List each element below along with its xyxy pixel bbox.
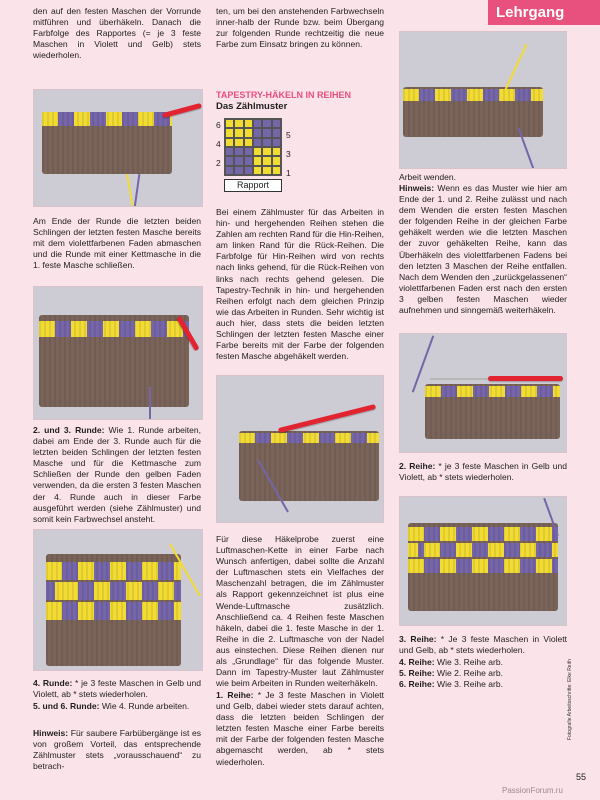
rapport-label: Rapport	[224, 179, 282, 192]
page-number: 55	[576, 772, 587, 782]
chart-cell	[234, 166, 243, 175]
col1-hint: Hinweis: Für saubere Farbübergänge ist es von großem Vorteil, das entsprechende Zählmuster stets „vorausschauend“ zu betrach-	[33, 728, 201, 772]
chart-cell	[234, 147, 243, 156]
chart-cell	[253, 166, 262, 175]
chart-cell	[225, 138, 234, 147]
col1-paragraph-2: Am Ende der Runde die letzten beiden Schlingen der letzten festen Masche bereits mit dem violettfarbenen Faden abmaschen und die Runde mit einer Kettmasche in die 1. feste Masche schließen.	[33, 216, 201, 271]
section-tab	[488, 0, 600, 25]
chart-cell	[225, 156, 234, 165]
chart-cell	[253, 156, 262, 165]
chart-cell	[262, 138, 271, 147]
chart-cell	[272, 119, 281, 128]
chart-cell	[225, 128, 234, 137]
chart-cell	[244, 156, 253, 165]
photo-round-3	[33, 286, 203, 420]
chart-cell	[272, 138, 281, 147]
col3-row-2: 2. Reihe: * je 3 feste Maschen in Gelb und Violett, ab * stets wiederholen.	[399, 461, 567, 483]
chart-cell	[234, 138, 243, 147]
photo-round-6	[33, 529, 203, 671]
photo-row-6	[399, 496, 567, 626]
chart-cell	[225, 119, 234, 128]
photo-row-2	[399, 31, 567, 169]
col2-paragraph-3: Für diese Häkelprobe zuerst eine Luftmaschen-Kette in einer Farbe nach Wunsch anfertigen, dabei sollte die Anzahl der Luftmaschen stets ein Vielfaches der Maschenzahl betragen, die im Zählmuster als Rapport gekennzeichnet ist plus eine Wende-Luftmasche zusätzlich. Anschließend ca. 4 Reihen feste Maschen häkeln, dabei die 1. feste Masche in der 1. Reihe in die 2. Luftmasche von der Nadel aus einstechen. Diese Reihen dienen nur als „Grundlage“ für das folgende Muster. Dann im Tapestry-Muster laut Zählmuster wie beim Arbeiten in Runden weiterhäkeln.	[216, 534, 384, 689]
col2-paragraph-2: Bei einem Zählmuster für das Arbeiten in hin- und hergehenden Reihen stehen die Zahlen am rechten Rand für die Hin-Reihen, am linken Rand für die Rück-Reihen. Die Farbfolge für Hin-Reihen wird von rechts nach links gehend, für die Rück-Reihen von links nach rechts gehend gelesen. Die Tapestry-Technik in hin- und hergehenden Reihen erfolgt nach dem gleichen Prinzip wie das Arbeiten in Runden. Sehr wichtig ist auch hier, dass stets die beiden letzten Schlingen der letzten festen Masche einer Farbe bereits mit der Farbe der folgenden festen Masche abgehäkelt werden.	[216, 207, 384, 362]
col1-round-5-6: 5. und 6. Runde: Wie 4. Runde arbeiten.	[33, 701, 190, 711]
chart-cell	[253, 119, 262, 128]
row-label-4: 4	[216, 139, 221, 149]
photo-credit: Fotografie Arbeitsschritte: Elke Reith	[567, 659, 573, 740]
chart-cell	[234, 156, 243, 165]
row-label-3: 3	[286, 149, 291, 159]
col2-row-1: 1. Reihe: * Je 3 feste Maschen in Violett und Gelb, dabei wieder stets darauf achten, dass die letzten beiden Schlingen der letzten festen Masche einer Farbe bereits mit der Farbe der folgenden festen Masche abgemascht werden, ab * stets wiederholen.	[216, 690, 384, 767]
photo-round-1	[33, 89, 203, 207]
chart-cell	[244, 166, 253, 175]
row-label-5: 5	[286, 130, 291, 140]
col1-paragraph-1: den auf den festen Maschen der Vorrunde mitführen und überhäkeln. Danach die Farbfolge des Rapportes (= je 3 feste Maschen in Violett und Gelb) stets wiederholen.	[33, 6, 201, 61]
chart-cell	[234, 128, 243, 137]
chart-cell	[272, 166, 281, 175]
chart-cell	[225, 166, 234, 175]
row-label-1: 1	[286, 168, 291, 178]
chart-cell	[253, 138, 262, 147]
col3-turn: Arbeit wenden.	[399, 172, 457, 182]
chart-cell	[272, 147, 281, 156]
chart-heading: Das Zählmuster	[216, 101, 288, 112]
chart-cell	[234, 119, 243, 128]
chart-cell	[244, 138, 253, 147]
chart-cell	[244, 128, 253, 137]
col3-row-3: 3. Reihe: * Je 3 feste Maschen in Violett und Gelb, ab * stets wiederholen.	[399, 634, 567, 656]
col1-round-4: 4. Runde: * je 3 feste Maschen in Gelb und Violett, ab * stets wiederholen.	[33, 678, 202, 700]
chart-cell	[272, 156, 281, 165]
chart-cell	[262, 156, 271, 165]
col3-row-5: 5. Reihe: Wie 2. Reihe arb.	[399, 668, 504, 678]
chart-cell	[253, 147, 262, 156]
count-chart	[224, 118, 282, 176]
chart-cell	[272, 128, 281, 137]
row-label-2: 2	[216, 158, 221, 168]
section-label: Lehrgang	[496, 4, 565, 21]
chart-cell	[262, 119, 271, 128]
chart-cell	[244, 147, 253, 156]
chart-cell	[262, 166, 271, 175]
photo-row-1	[216, 375, 384, 523]
col1-round-2-3: 2. und 3. Runde: Wie 1. Runde arbeiten, dabei am Ende der 3. Runde auch für die letzten beiden Schlingen der letzten festen Masche und für die Kettmasche zum Schließen der Runde den gelben Faden verwenden, da die ersten 3 festen Maschen der 4. Runde auch in dieser Farbe ausgeführt werden (siehe Zählmuster) und somit kein Farbwechsel ansteht.	[33, 425, 201, 524]
section-heading: TAPESTRY-HÄKELN IN REIHEN	[216, 90, 352, 100]
chart-cell	[225, 147, 234, 156]
chart-cell	[244, 119, 253, 128]
chart-cell	[262, 147, 271, 156]
chart-cell	[253, 128, 262, 137]
row-label-6: 6	[216, 120, 221, 130]
col3-hint: Hinweis: Wenn es das Muster wie hier am Ende der 1. und 2. Reihe zulässt und nach dem Wenden die ersten festen Maschen der folgenden Reihe in der gleichen Farbe gehäkelt werden wie die letzten Maschen der zuvor gehäkelten Reihe, kann das Überhäkeln des violettfarbenen Fadens bei den letzten 3 Maschen der Reihe entfallen. Nach dem Wenden den „zurückgelassenen“ violettfarbenen Faden erst nach den ersten 3 gelben festen Maschen wieder aufnehmen und sinngemäß weiterhäkeln.	[399, 183, 567, 316]
col3-row-6: 6. Reihe: Wie 3. Reihe arb.	[399, 679, 504, 689]
col3-row-4: 4. Reihe: Wie 3. Reihe arb.	[399, 657, 504, 667]
col2-paragraph-1: ten, um bei den anstehenden Farbwechseln inner-halb der Runde bzw. beim Übergang zur folgenden Runde rechtzeitig die neue Farbe zum Einsatz bringen zu können.	[216, 6, 384, 50]
photo-row-2-finished	[399, 333, 567, 453]
chart-cell	[262, 128, 271, 137]
watermark: PassionForum.ru	[502, 786, 563, 795]
